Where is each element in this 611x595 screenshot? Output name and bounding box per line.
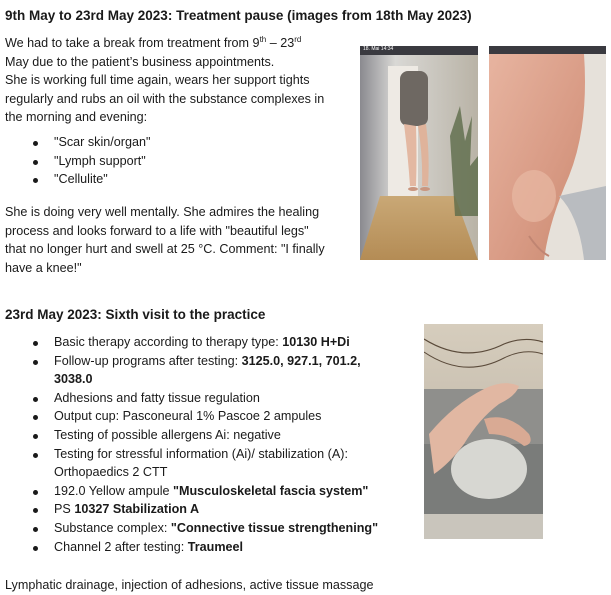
photo-leg-reclining xyxy=(424,324,543,539)
list-item: Basic therapy according to therapy type: 10130 H+Di xyxy=(25,333,378,352)
paragraph-line: process and looks forward to a life with "beautiful legs" xyxy=(5,223,309,238)
section1-paragraph-2 xyxy=(5,203,325,277)
list-item: Output cup: Pasconeural 1% Pascoe 2 ampules xyxy=(25,407,378,426)
list-item: 192.0 Yellow ampule "Musculoskeletal fascia system" xyxy=(25,482,378,501)
paragraph-line: that no longer hurt and swell at 25 °C. Comment: "I finally xyxy=(5,242,325,257)
section2-title: 23rd May 2023: Sixth visit to the practice xyxy=(5,307,266,322)
list-item: Adhesions and fatty tissue regulation xyxy=(25,389,378,408)
paragraph-line: regularly and rubs an oil with the substance complexes in xyxy=(5,91,325,106)
section1-paragraph-1 xyxy=(5,34,324,127)
list-item: Substance complex: "Connective tissue strengthening" xyxy=(25,519,378,538)
list-item: "Lymph support" xyxy=(25,152,150,171)
paragraph-line: May due to the patient’s business appointments. xyxy=(5,54,275,69)
list-item: PS 10327 Stabilization A xyxy=(25,500,378,519)
paragraph-line: We had to take a break from treatment from 9th – 23rd xyxy=(5,34,302,50)
photo-patient-legs-hallway xyxy=(360,46,478,260)
treatment-summary: Lymphatic drainage, injection of adhesions, active tissue massage xyxy=(5,578,374,592)
section1-title: 9th May to 23rd May 2023: Treatment pause (images from 18th May 2023) xyxy=(5,8,472,23)
list-item: Testing of possible allergens Ai: negative xyxy=(25,426,378,445)
list-item: "Scar skin/organ" xyxy=(25,133,150,152)
photo-knee-closeup xyxy=(489,46,606,260)
paragraph-line: have a knee!" xyxy=(5,260,82,275)
paragraph-line: the morning and evening: xyxy=(5,110,148,125)
paragraph-line: She is doing very well mentally. She admires the healing xyxy=(5,205,320,219)
list-item: "Cellulite" xyxy=(25,170,150,189)
phone-status-text: 18. Mai 14:34 xyxy=(363,46,394,52)
visit-procedures-list xyxy=(25,333,378,556)
list-item: Testing for stressful information (Ai)/ stabilization (A): Orthopaedics 2 CTT xyxy=(25,445,378,482)
substance-complex-list xyxy=(25,133,150,189)
list-item: Channel 2 after testing: Traumeel xyxy=(25,538,378,557)
paragraph-line: She is working full time again, wears her support tights xyxy=(5,73,310,88)
list-item: Follow-up programs after testing: 3125.0, 927.1, 701.2, 3038.0 xyxy=(25,352,378,389)
